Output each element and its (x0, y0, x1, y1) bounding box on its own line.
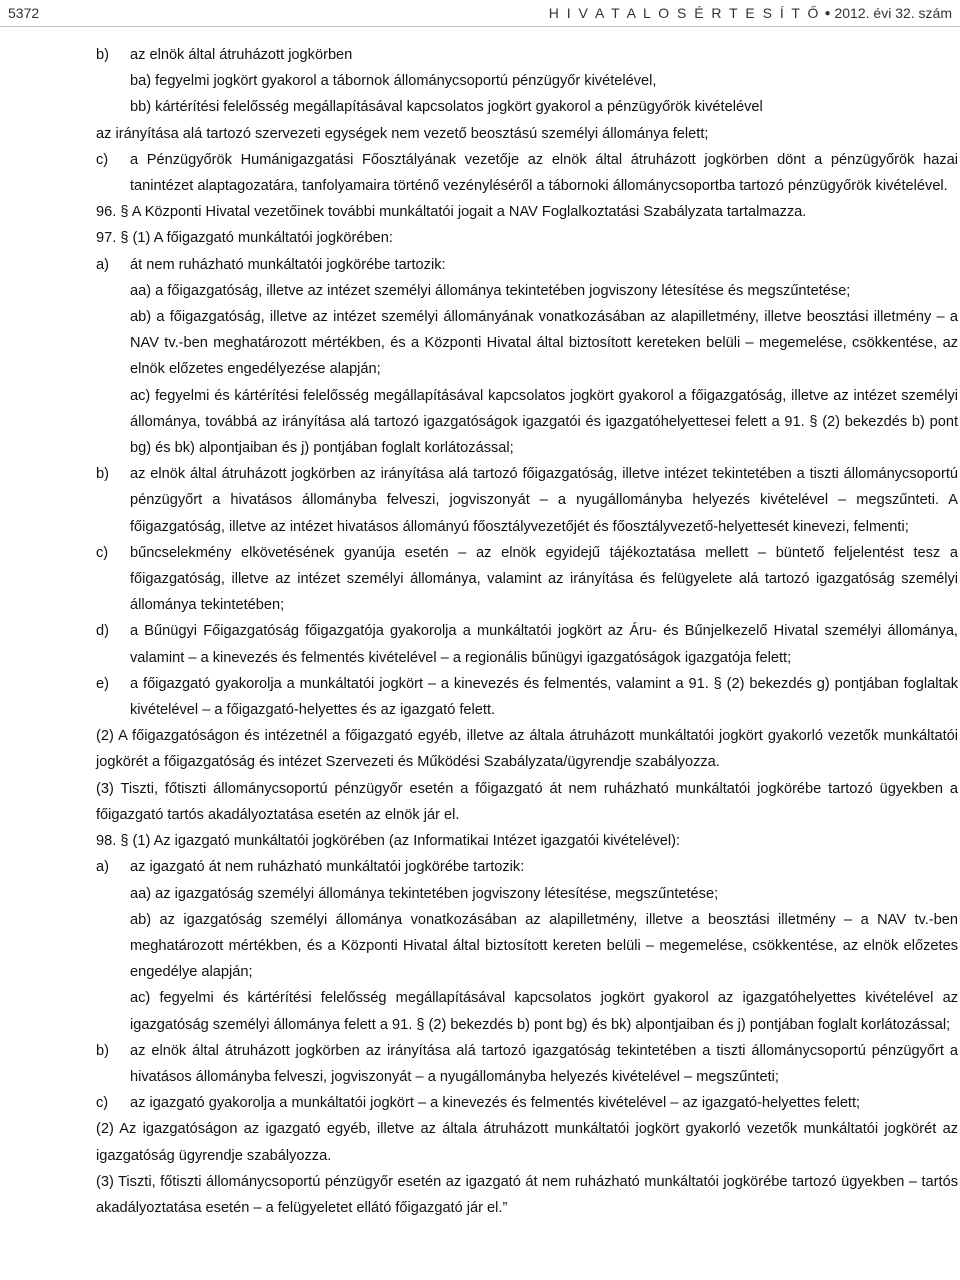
item-text: az elnök által átruházott jogkörben (130, 47, 353, 63)
subitem-ab: ab) a főigazgatóság, illetve az intézet személyi állományának vonatkozásában az alapilletmény, illetve beosztási illetmény – a NAV tv.-ben meghatározott mértékben, és a Központi Hivatal által biztosított kereteken belüli – megemelése, csökkentése, az elnök előzetes engedélyezése alapján; (130, 309, 958, 378)
list-item (96, 618, 958, 670)
item-label: c) (96, 151, 109, 168)
item-text: a Bűnügyi Főigazgatóság főigazgatója gyakorolja a munkáltatói jogkört az Áru- és Bűnjelkezelő Hivatal személyi állománya, valamint – a kinevezés és felmentés kivételével – a regionális bűnügyi igazgatóságok igazgatója felett; (130, 623, 958, 666)
list-item (96, 1038, 958, 1090)
item-label: a) (96, 859, 109, 876)
item-label: b) (96, 1042, 109, 1059)
subitem-bb: bb) kártérítési felelősség megállapításával kapcsolatos jogkört gyakorol a pénzügyőrök kivételével (130, 99, 763, 116)
paragraph-text: az irányítása alá tartozó szervezeti egységek nem vezető beosztású személyi állománya felett; (96, 125, 709, 142)
list-item (96, 540, 958, 619)
item-label: c) (96, 1095, 109, 1112)
item-text: az igazgató gyakorolja a munkáltatói jogkört – a kinevezés és felmentés kivételével – az igazgató-helyettes felett; (130, 1095, 861, 1112)
list-item (96, 461, 958, 540)
subitem-ab: ab) az igazgatóság személyi állománya vonatkozásában az alapilletmény, illetve a beosztási illetmény – a NAV tv.-ben meghatározott mértékben, és a Központi Hivatal által biztosított kereten belüli – megemelése, csökkentése, az elnök előzetes engedélye alapján; (130, 911, 958, 981)
bullet-icon: ● (824, 8, 831, 19)
item-text: át nem ruházható munkáltatói jogkörébe tartozik: (130, 256, 446, 273)
document-body (96, 42, 958, 1221)
list-item (96, 671, 958, 723)
subitem-ac: ac) fegyelmi és kártérítési felelősség megállapításával kapcsolatos jogkört gyakorol az igazgatóhelyettes kivételével az igazgatóság személyi állománya felett a 91. § (2) bekezdés b) pont bg) és bk) alpontjaiban és j) pontjában foglalt korlátozással; (130, 990, 958, 1033)
item-label: b) (96, 466, 109, 483)
paragraph-98-3: (3) Tiszti, főtiszti állománycsoportú pénzügyőr esetén az igazgató át nem ruházható munkáltatói jogkörébe tartozó ügyekben – tartós akadályoztatása esetén – a felügyeletet ellátó főigazgató jár el.” (96, 1173, 958, 1216)
list-item (96, 1090, 958, 1116)
page-header (0, 0, 960, 27)
paragraph-98-2: (2) Az igazgatóságon az igazgató egyéb, illetve az általa átruházott munkáltatói jogkört gyakorló vezetők munkáltatói jogkörét az igazgatóság ügyrendje szabályozza. (96, 1121, 958, 1164)
item-label: c) (96, 544, 109, 561)
section-97-heading: 97. § (1) A főigazgató munkáltatói jogkörében: (96, 230, 393, 247)
item-label: a) (96, 256, 109, 273)
subitem-ba: ba) fegyelmi jogkört gyakorol a tábornok állománycsoportú pénzügyőr kivételével, (130, 73, 657, 90)
item-text: az elnök által átruházott jogkörben az irányítása alá tartozó igazgatóság tekintetében a tiszti állománycsoportú pénzügyőrt a hivatásos állományba felveszi, jogviszonyát – a nyugállományba helyezés kivételével – megszűnteti; (130, 1042, 958, 1085)
section-96: 96. § A Központi Hivatal vezetőinek további munkáltatói jogait a NAV Foglalkoztatási Szabályzata tartalmazza. (96, 204, 807, 221)
item-text: a főigazgató gyakorolja a munkáltatói jogkört – a kinevezés és felmentés, valamint a 91. § (2) bekezdés g) pontjában foglaltak kivételével – a főigazgató-helyettes és az igazgató felett. (130, 675, 958, 719)
list-item (96, 252, 958, 278)
item-text: az elnök által átruházott jogkörben az irányítása alá tartozó főigazgatóság, illetve intézet tekintetében a tiszti állománycsoportú pénzügyőrt a hivatásos állományba felveszi, jogviszonyát – a nyugállományba helyezés kivételével – megszűnteti. A főigazgatóság, illetve az intézet hivatásos állományú főosztályvezetőjét és főosztályvezető-helyettesét kinevezi, felmenti; (130, 466, 958, 535)
item-label: e) (96, 675, 109, 692)
item-text: az igazgató át nem ruházható munkáltatói jogkörébe tartozik: (130, 859, 525, 876)
item-text: a Pénzügyőrök Humánigazgatási Főosztályának vezetője az elnök által átruházott jogkörben dönt a pénzügyőrök hazai tanintézet alaptagozatára, tanfolyamaira történő vezényléséről a tábornoki állománycsoportba tartozó pénzügyőrök kivételével. (130, 151, 958, 195)
paragraph-97-3: (3) Tiszti, főtiszti állománycsoportú pénzügyőr esetén a főigazgató át nem ruházható munkáltatói jogkörébe tartozó ügyekben a főigazgató tartós akadályoztatása esetén az elnök jár el. (96, 780, 958, 823)
issue-number: 2012. évi 32. szám (834, 5, 952, 21)
subitem-aa: aa) az igazgatóság személyi állománya tekintetében jogviszony létesítése, megszűntetése; (130, 885, 719, 902)
subitem-ac: ac) fegyelmi és kártérítési felelősség megállapításával kapcsolatos jogkört gyakorol a főigazgatóság, illetve az intézet személyi állománya, továbbá az irányítása alá tartozó igazgatóságok igazgatói és igazgatóhelyettesei felett a 91. § (2) bekezdés b) pont bg) és bk) alpontjaiban és j) pontjában foglalt korlátozással; (130, 387, 958, 457)
item-label: d) (96, 623, 109, 640)
list-item (96, 147, 958, 199)
page-number: 5372 (8, 5, 40, 21)
section-98-heading: 98. § (1) Az igazgató munkáltatói jogkörében (az Informatikai Intézet igazgatói kivételével): (96, 833, 681, 850)
item-label: b) (96, 47, 109, 63)
paragraph-97-2: (2) A főigazgatóságon és intézetnél a főigazgató egyéb, illetve az általa átruházott munkáltatói jogkört gyakorló vezetők munkáltatói jogkörét a főigazgatóság és intézet Szervezeti és Működési Szabályzata/ügyrendje szabályozza. (96, 728, 958, 771)
list-item (96, 42, 958, 68)
subitem-aa: aa) a főigazgatóság, illetve az intézet személyi állománya tekintetében jogviszony létesítése és megszűntetése; (130, 282, 851, 299)
item-text: bűncselekmény elkövetésének gyanúja esetén – az elnök egyidejű tájékoztatása mellett – büntető feljelentést tesz a főigazgatóság, illetve az intézet személyi állománya, valamint az irányítása és felügyelete alá tartozó igazgatóság személyi állománya tekintetében; (130, 544, 958, 614)
journal-header (549, 5, 952, 21)
journal-title: H I V A T A L O S É R T E S Í T Ő (548, 5, 821, 21)
list-item (96, 854, 958, 880)
